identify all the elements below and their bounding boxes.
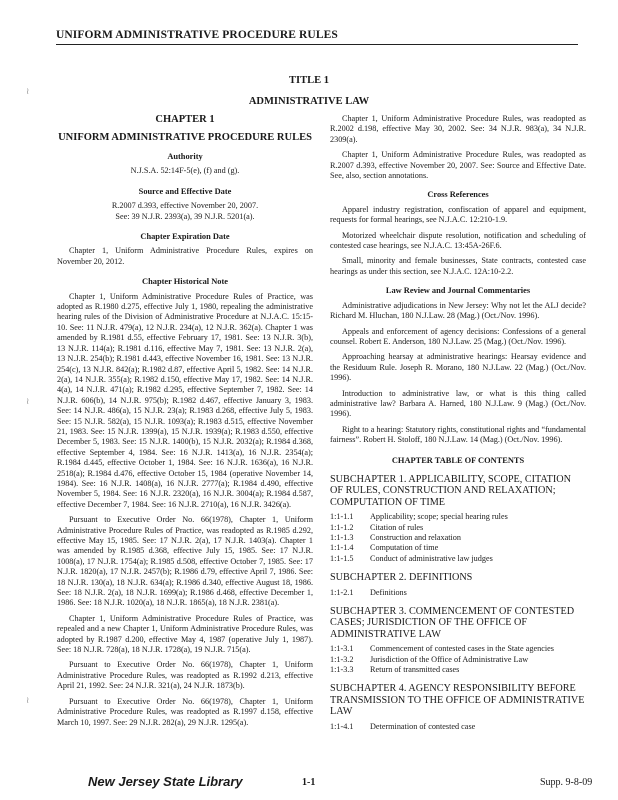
toc-entry-text: Conduct of administrative law judges: [370, 553, 493, 563]
toc-entry-number: 1:1-1.3: [330, 533, 354, 542]
law-review-item: Approaching hearsay at administrative hearings: Hearsay evidence and the Residuum Rule. Joseph R. Morano, 180 N.J.Law. 22 (Mag.) (Oct./Nov. 1996).: [330, 352, 586, 383]
law-review-item: Introduction to administrative law, or what is this thing called administrative law? Barbara A. Harned, 180 N.J.Law. 9 (Mag.) (Oct./Nov. 1996).: [330, 388, 586, 419]
history-continued-paragraph: Chapter 1, Uniform Administrative Procedure Rules, was readopted as R.2007 d.393, effective November 20, 2007. See: Source and Effective Date. See, also, section annotations.: [330, 150, 586, 181]
toc-entry-text: Determination of contested case: [370, 721, 476, 731]
toc-entry: [330, 665, 586, 675]
toc-entry-number: 1:1-3.2: [330, 654, 354, 664]
toc-entry: [330, 523, 586, 533]
margin-mark: ≀: [26, 695, 30, 705]
toc-entry-text: Definitions: [370, 587, 407, 597]
toc-entry-text: Applicability; scope; special hearing rules: [370, 512, 508, 522]
cross-references-heading: Cross References: [427, 190, 489, 200]
toc-entry: [330, 655, 586, 665]
source-text-2: See: 39 N.J.R. 2393(a), 39 N.J.R. 5201(a).: [115, 211, 255, 221]
toc-entry-text: Return of transmitted cases: [370, 665, 460, 675]
toc-entry-text: Jurisdiction of the Office of Administrative Law: [370, 654, 529, 664]
authority-text: N.J.S.A. 52:14F-5(e), (f) and (g).: [130, 166, 240, 176]
toc-entry-number: 1:1-1.1: [330, 512, 354, 522]
toc-entry-number: 1:1-3.1: [330, 644, 354, 654]
toc-entry-text: Construction and relaxation: [370, 533, 461, 542]
margin-mark: ≀: [26, 396, 30, 406]
toc-entry: [330, 554, 586, 564]
law-review-item: Administrative adjudications in New Jersey: Why not let the ALJ decide? Richard M. Hluchan, 180 N.J.Law. 28 (Mag.) (Oct./Nov. 1996).: [330, 300, 586, 321]
law-review-item: Right to a hearing: Statutory rights, constitutional rights and “fundamental fairness”. Robert H. Stoloff, 180 N.J.Law. 14 (Mag.) (Oct./Nov. 1996).: [330, 424, 586, 445]
toc-entry-number: 1:1-1.5: [330, 553, 354, 563]
title-name: ADMINISTRATIVE LAW: [248, 96, 370, 107]
toc-entry-number: 1:1-3.3: [330, 665, 354, 675]
toc-entry-number: 1:1-1.4: [330, 543, 354, 553]
toc-heading: CHAPTER TABLE OF CONTENTS: [391, 455, 525, 465]
toc-entry: [330, 588, 586, 598]
supplement-date: Supp. 9-8-09: [540, 777, 593, 788]
cross-reference-item: Motorized wheelchair dispute resolution, notification and scheduling of contested case hearings, see N.J.A.C. 13:45A-26F.6.: [330, 230, 586, 251]
toc-entry: [330, 533, 586, 543]
history-paragraph: Pursuant to Executive Order No. 66(1978), Chapter 1, Uniform Administrative Procedure Rules of Practice, was readopted as R.1985 d.292, effective May 15, 1985. See: 17 N.J.R. 2(a), 17 N.J.R. 1403(a). Chapter 1 was amended by R.1985 d.368, effective July 15, 1985. See: 17 N.J.R. 1008(a), 17 N.J.R. 1754(a); R.1985 d.508, effective October 7, 1985. See: 17 N.J.R. 1820(a), 17 N.J.R. 2457(b); R.1986 d.79, effective April 7, 1986. See: 18 N.J.R. 130(a), 18 N.J.R. 634(a); R.1986 d.340, effective August 18, 1986. See: 18 N.J.R. 2(a), 18 N.J.R. 1699(a); R.1986 d.468, effective December 1, 1986. See: 18 N.J.R. 1020(a), 18 N.J.R. 1865(a), 18 N.J.R. 2381(a).: [57, 515, 313, 608]
toc-entry-number: 1:1-1.2: [330, 522, 354, 532]
toc-entry-text: Citation of rules: [370, 522, 424, 532]
law-review-item: Appeals and enforcement of agency decisions: Confessions of a general counsel. Robert E. Anderson, 180 N.J.Law. 25 (Mag.) (Oct./Nov. 1996).: [330, 326, 586, 346]
expiration-heading: Chapter Expiration Date: [140, 232, 230, 242]
chapter-name: UNIFORM ADMINISTRATIVE PROCEDURE RULES: [58, 132, 312, 143]
history-paragraph: Pursuant to Executive Order No. 66(1978), Chapter 1, Uniform Administrative Procedure Rules, was readopted as R.1992 d.213, effective April 21, 1992. See: 24 N.J.R. 321(a), 24 N.J.R. 1873(b).: [57, 660, 313, 691]
source-text-1: R.2007 d.393, effective November 20, 2007.: [111, 201, 259, 211]
toc-entry: [330, 722, 586, 732]
left-column: [57, 114, 313, 733]
source-heading: Source and Effective Date: [138, 186, 232, 196]
toc-subchapter-title: SUBCHAPTER 2. DEFINITIONS: [330, 572, 473, 584]
toc-entry: [330, 512, 586, 522]
toc-entry-number: 1:1-2.1: [330, 587, 354, 597]
history-paragraph: Pursuant to Executive Order No. 66(1978), Chapter 1, Uniform Administrative Procedure Rules, was readopted as R.1997 d.158, effective March 10, 1997. See: 29 N.J.R. 282(a), 29 N.J.R. 1295(a).: [57, 696, 313, 727]
toc-entry-number: 1:1-4.1: [330, 721, 354, 731]
library-logo: New Jersey State Library: [88, 774, 243, 789]
toc-entry-text: Commencement of contested cases in the State agencies: [370, 644, 554, 654]
page-number: 1-1: [302, 777, 316, 788]
right-column: [330, 114, 586, 732]
history-heading: Chapter Historical Note: [142, 277, 228, 287]
expiration-text: Chapter 1, Uniform Administrative Procedure Rules, expires on November 20, 2012.: [57, 246, 313, 266]
header-rule: [56, 44, 578, 45]
running-header: UNIFORM ADMINISTRATIVE PROCEDURE RULES: [56, 29, 338, 41]
toc-entry-text: Computation of time: [370, 543, 439, 553]
toc-entry: [330, 543, 586, 553]
history-continued-paragraph: Chapter 1, Uniform Administrative Procedure Rules, was readopted as R.2002 d.198, effective May 30, 2002. See: 34 N.J.R. 983(a), 34 N.J.R. 2309(a).: [330, 114, 586, 144]
cross-reference-item: Small, minority and female businesses, State contracts, contested case hearings as under this section, see N.J.A.C. 12A:10-2.2.: [330, 256, 586, 276]
history-paragraph: Chapter 1, Uniform Administrative Procedure Rules of Practice, was adopted as R.1980 d.275, effective July 1, 1980, repealing the administrative hearing rules of the Division of Administrative Procedure at N.J.A.C. 15:15-10. See: 11 N.J.R. 479(a), 12 N.J.R. 234(a), 12 N.J.R. 362(a). Chapter 1 was amended by R.1981 d.55, effective February 17, 1981. See: 13 N.J.R. 3(b), 13 N.J.R. 114(a); R.1981 d.116, effective May 7, 1981. See: 13 N.J.R. 2(a), 13 N.J.R. 254(b); R.1981 d.443, effective November 16, 1981. See: 13 N.J.R. 254(c), 13 N.J.R. 842(a); R.1982 d.87, effective April 5, 1982. See: 14 N.J.R. 2(a), 14 N.J.R. 355(a); R.1982 d.150, effective May 17, 1982. See: 14 N.J.R. 4(a), 14 N.J.R. 471(a); R.1982 d.295, effective September 7, 1982. See: 14 N.J.R. 606(b), 14 N.J.R. 975(b); R.1982 d.467, effective January 3, 1983. See: 14 N.J.R. 486(a), 15 N.J.R. 23(a); R.1983 d.268, effective July 5, 1983. See: 15 N.J.R. 582(a), 15 N.J.R. 1093(a); R.1983 d.515, effective November 21, 1983. See: 15 N.J.R. 1399(a), 15 N.J.R. 1939(a); R.1983 d.550, effective December 5, 1983. See: 15 N.J.R. 1400(b), 15 N.J.R. 2032(a); R.1984 d.368, effective September 4, 1984. See: 16 N.J.R. 1413(a), 16 N.J.R. 2354(a); R.1984 d.445, effective October 1, 1984. See: 16 N.J.R. 1636(a), 16 N.J.R. 2518(a); R.1984 d.476, effective October 15, 1984 (operative November 14, 1984). See: 16 N.J.R. 1408(a), 16 N.J.R. 2777(a); R.1984 d.490, effective November 5, 1984. See: 16 N.J.R. 2320(a), 16 N.J.R. 3004(a); R.1984 d.587, effective December 7, 1984. See: 16 N.J.R. 2710(a), 16 N.J.R. 3426(a).: [57, 291, 313, 509]
toc-subchapter-title: SUBCHAPTER 4. AGENCY RESPONSIBILITY BEFORE TRANSMISSION TO THE OFFICE OF ADMINISTRATIVE LAW: [330, 683, 585, 718]
toc-subchapter-title: SUBCHAPTER 3. COMMENCEMENT OF CONTESTED CASES; JURISDICTION OF THE OFFICE OF ADMINISTRATIVE LAW: [330, 606, 575, 640]
history-paragraph: Chapter 1, Uniform Administrative Procedure Rules of Practice, was repealed and a new Chapter 1, Uniform Administrative Procedure Rules, was adopted by R.1987 d.200, effective May 4, 1987 (operative July 1, 1987). See: 18 N.J.R. 728(a), 18 N.J.R. 1728(a), 19 N.J.R. 715(a).: [57, 613, 313, 655]
title-number: TITLE 1: [289, 75, 329, 86]
toc-subchapter-title: SUBCHAPTER 1. APPLICABILITY, SCOPE, CITATION OF RULES, CONSTRUCTION AND RELAXATION; COMPUTATION OF TIME: [330, 473, 571, 508]
margin-mark: ≀: [26, 86, 30, 96]
law-review-heading: Law Review and Journal Commentaries: [385, 286, 531, 296]
chapter-number: CHAPTER 1: [155, 114, 215, 125]
authority-heading: Authority: [167, 152, 203, 161]
cross-reference-item: Apparel industry registration, confiscation of apparel and equipment, requests for formal hearings, see N.J.A.C. 12:210-1.9.: [330, 204, 586, 225]
toc-entry: [330, 644, 586, 654]
